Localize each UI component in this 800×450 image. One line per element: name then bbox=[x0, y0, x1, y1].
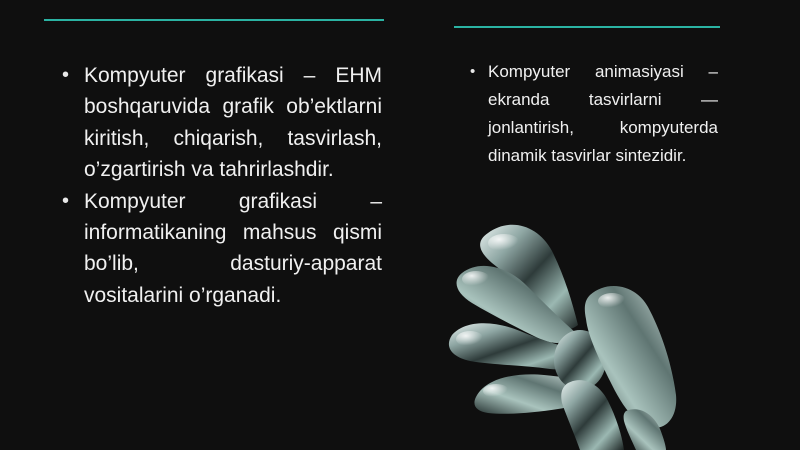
chrome-3d-blob-icon bbox=[440, 215, 700, 450]
left-text-column bbox=[84, 60, 382, 311]
blob-group bbox=[449, 225, 676, 450]
top-rule-left bbox=[44, 19, 384, 21]
right-bullet-list bbox=[488, 58, 718, 170]
left-bullet-list bbox=[84, 60, 382, 311]
top-rule-right bbox=[454, 26, 720, 28]
bullet-graphics-definition: • Kompyuter grafikasi – EHM boshqaruvida grafik ob’ektlarni kiritish, chiqarish, tasvirlash, o’zgartirish va tahrirlashdir. bbox=[84, 60, 382, 186]
bullet-graphics-informatics: • Kompyuter grafikasi – informatikaning mahsus qismi bo’lib, dasturiy-apparat vositalarini o’rganadi. bbox=[84, 186, 382, 312]
right-text-column bbox=[488, 58, 718, 170]
bullet-animation-definition: • Kompyuter animasiyasi – ekranda tasvirlarni —jonlantirish, kompyuterda dinamik tasvirlar sintezidir. bbox=[488, 58, 718, 170]
